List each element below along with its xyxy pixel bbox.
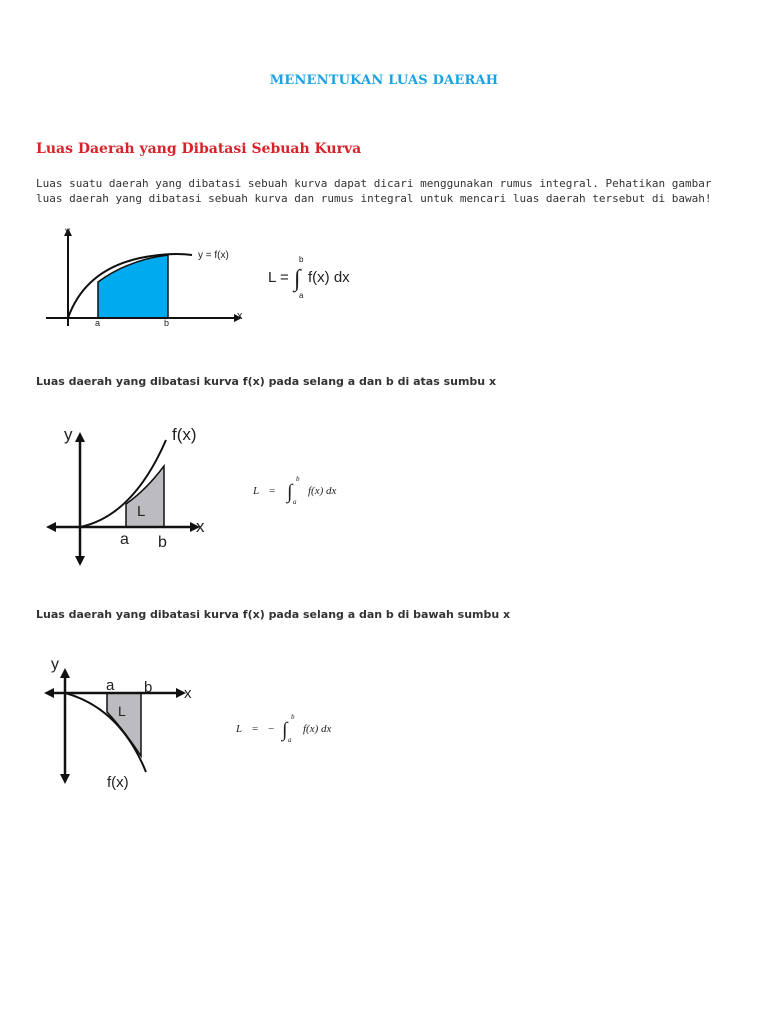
intro-paragraph [36,176,741,206]
figure-1-graph [30,222,260,334]
figure-2-a-label: a [120,531,129,548]
formula-2-equals: = [269,485,276,497]
figure-3-region-label: L [118,703,126,719]
figure-3-graph [40,652,210,792]
figure-2-formula [253,472,373,512]
figure-3-formula [236,710,366,750]
section-heading: Luas Daerah yang Dibatasi Sebuah Kurva [36,141,362,157]
figure-2-y-label: y [64,425,73,444]
figure-2-b-label: b [158,534,167,551]
intro-line-2: luas daerah yang dibatasi sebuah kurva dan rumus integral untuk mencari luas daerah tersebut di bawah! [36,192,712,205]
figure-3-x-label: x [184,685,192,702]
figure-1-shaded-region [98,255,168,318]
figure-1-formula [268,254,378,302]
figure-3-a-label: a [106,677,115,694]
figure-2-y-arrow [75,432,85,442]
figure-3-b-label: b [144,679,153,696]
intro-line-1: Luas suatu daerah yang dibatasi sebuah kurva dapat dicari menggunakan rumus integral. Pehatikan gambar [36,177,712,190]
figure-3-curve-label: f(x) [107,774,129,791]
figure-1-b-label: b [164,318,170,328]
formula-1-lhs: L = [268,269,289,286]
formula-2-upper-limit: b [296,475,300,483]
figure-3-x-arrow-left [44,688,54,698]
formula-3-upper-limit: b [291,713,295,721]
figure-1-x-label: x [237,310,243,322]
formula-1-upper-limit: b [299,255,304,264]
figure-2-x-arrow-left [46,522,56,532]
caption-above-x-axis: Luas daerah yang dibatasi kurva f(x) pada selang a dan b di atas sumbu x [36,375,497,388]
figure-3-y-label: y [51,656,59,673]
formula-3-minus: − [268,723,275,735]
caption-below-x-axis: Luas daerah yang dibatasi kurva f(x) pada selang a dan b di bawah sumbu x [36,608,511,621]
formula-1-lower-limit: a [299,291,304,300]
formula-3-lower-limit: a [288,736,292,744]
figure-1-curve-label: y = f(x) [198,250,229,261]
formula-2-integrand: f(x) dx [308,485,337,497]
figure-2-curve-label: f(x) [172,425,197,444]
formula-2-integral-sign: ∫ [287,481,293,503]
formula-3-equals: = [252,723,259,735]
formula-3-integrand: f(x) dx [303,723,332,735]
figure-3-y-arrow-down [60,774,70,784]
document-title: MENENTUKAN LUAS DAERAH [269,73,499,88]
formula-3-lhs: L [236,723,243,735]
figure-2-region-label: L [137,503,146,520]
figure-2-y-arrow-down [75,556,85,566]
formula-1-integral-sign: ∫ [294,266,301,292]
formula-2-lower-limit: a [293,498,297,506]
figure-1-a-label: a [95,318,101,328]
formula-2-lhs: L [253,485,260,497]
figure-2-x-label: x [196,517,205,536]
formula-3-integral-sign: ∫ [282,719,288,741]
figure-1-y-label: y [65,226,70,237]
formula-1-integrand: f(x) dx [308,269,350,286]
figure-3-y-arrow [60,668,70,678]
figure-2-graph [38,418,228,570]
